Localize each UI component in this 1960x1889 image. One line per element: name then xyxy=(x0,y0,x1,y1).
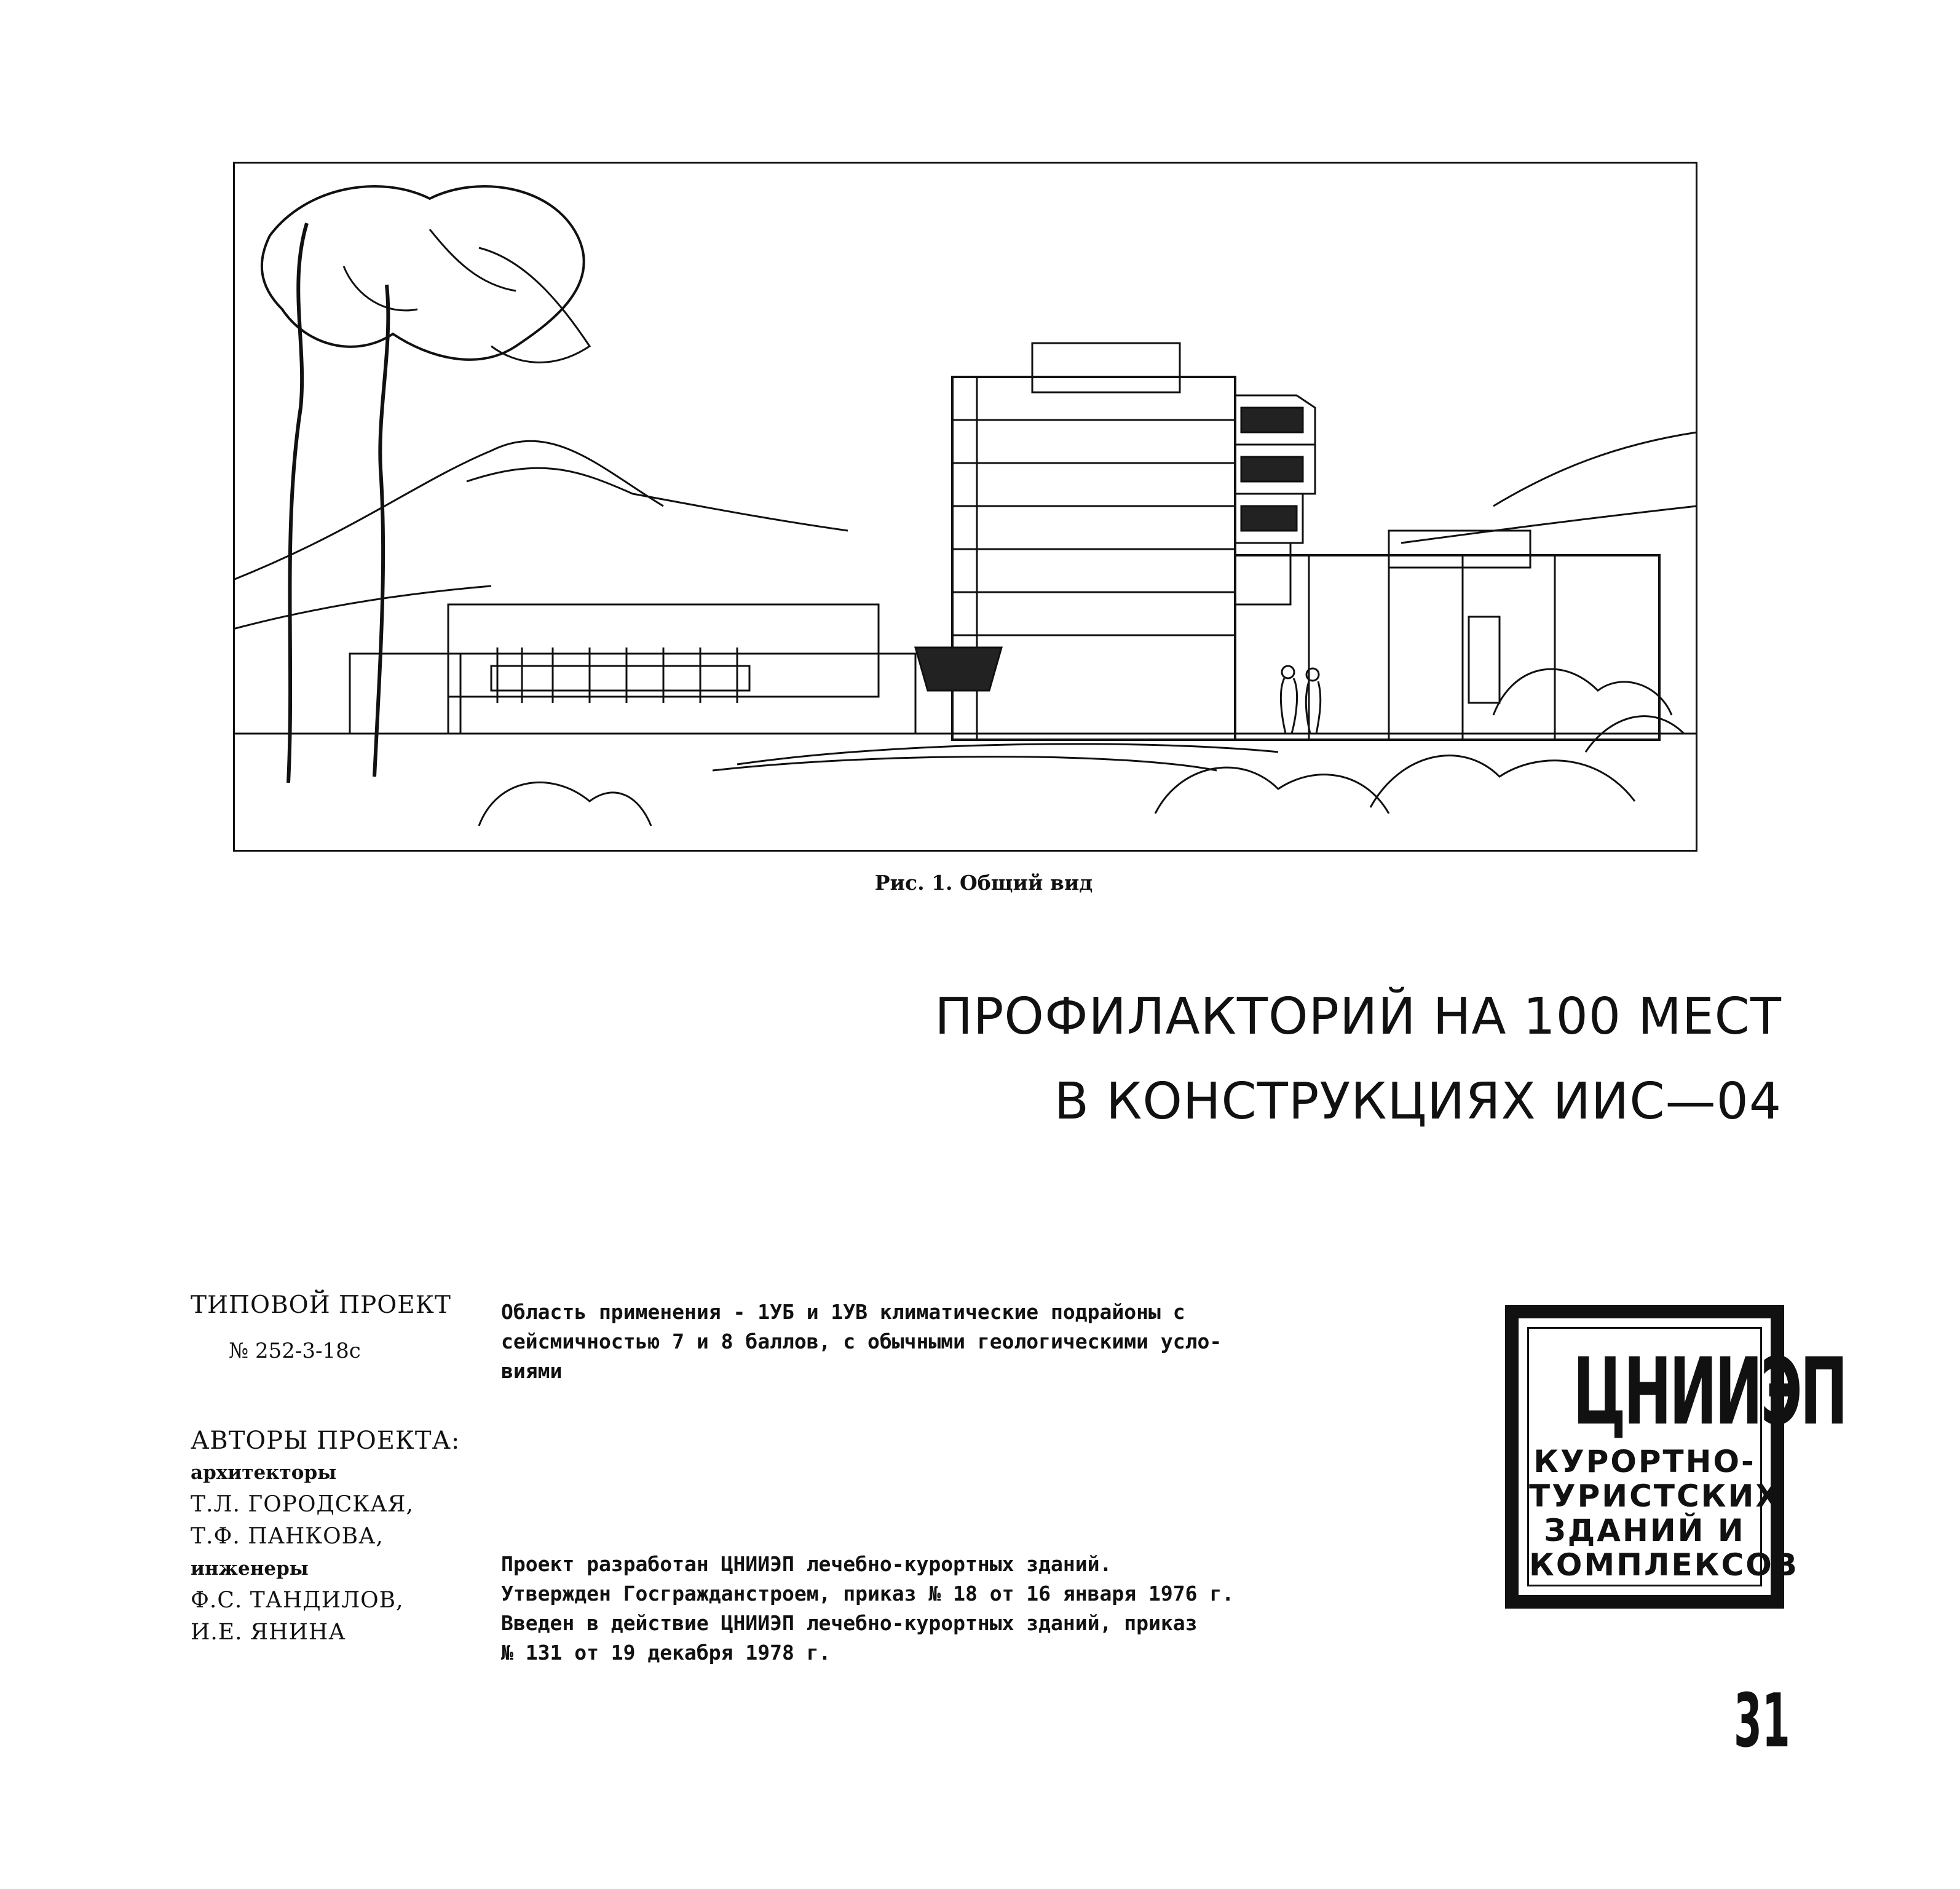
building-illustration xyxy=(233,162,1697,852)
development-line: Введен в действие ЦНИИЭП лечебно-курортных зданий, приказ xyxy=(501,1611,1198,1635)
logo-main-text: ЦНИИЭП xyxy=(1573,1339,1846,1446)
authors-block xyxy=(191,1425,486,1649)
logo-line: ЗДАНИЙ И xyxy=(1544,1513,1745,1548)
architect-name: Т.Ф. ПАНКОВА, xyxy=(191,1524,384,1549)
title-line-1: ПРОФИЛАКТОРИЙ НА 100 МЕСТ xyxy=(935,988,1782,1046)
development-line: № 131 от 19 декабря 1978 г. xyxy=(501,1641,831,1665)
scope-line: Область применения - 1УБ и 1УВ климатические подрайоны с xyxy=(501,1300,1185,1324)
title-line-2: В КОНСТРУКЦИЯХ ИИС—04 xyxy=(1054,1072,1782,1131)
figure-caption: Рис. 1. Общий вид xyxy=(874,871,1093,895)
development-line: Проект разработан ЦНИИЭП лечебно-курортных зданий. xyxy=(501,1552,1112,1576)
institute-logo xyxy=(1505,1305,1846,1609)
scope-text xyxy=(501,1297,1374,1386)
project-type-label: ТИПОВОЙ ПРОЕКТ xyxy=(191,1291,451,1319)
authors-header: АВТОРЫ ПРОЕКТА: xyxy=(191,1427,460,1455)
engineers-label: инженеры xyxy=(191,1558,309,1580)
engineer-name: И.Е. ЯНИНА xyxy=(191,1620,346,1645)
logo-line: ТУРИСТСКИХ xyxy=(1529,1478,1781,1514)
page-number: 31 xyxy=(1734,1679,1790,1764)
project-number: № 252-3-18с xyxy=(229,1339,361,1363)
architects-label: архитекторы xyxy=(191,1462,337,1484)
development-text xyxy=(501,1550,1374,1668)
scope-line: виями xyxy=(501,1359,563,1383)
building-sketch-icon xyxy=(233,162,1697,852)
development-line: Утвержден Госгражданстроем, приказ № 18 от 16 января 1976 г. xyxy=(501,1582,1235,1606)
project-info xyxy=(191,1291,486,1649)
document-title xyxy=(935,975,1782,1144)
architect-name: Т.Л. ГОРОДСКАЯ, xyxy=(191,1492,414,1517)
logo-line: КОМПЛЕКСОВ xyxy=(1529,1547,1799,1583)
scope-line: сейсмичностью 7 и 8 баллов, с обычными геологическими усло- xyxy=(501,1329,1222,1353)
engineer-name: Ф.С. ТАНДИЛОВ, xyxy=(191,1588,404,1613)
logo-line: КУРОРТНО- xyxy=(1533,1444,1756,1479)
